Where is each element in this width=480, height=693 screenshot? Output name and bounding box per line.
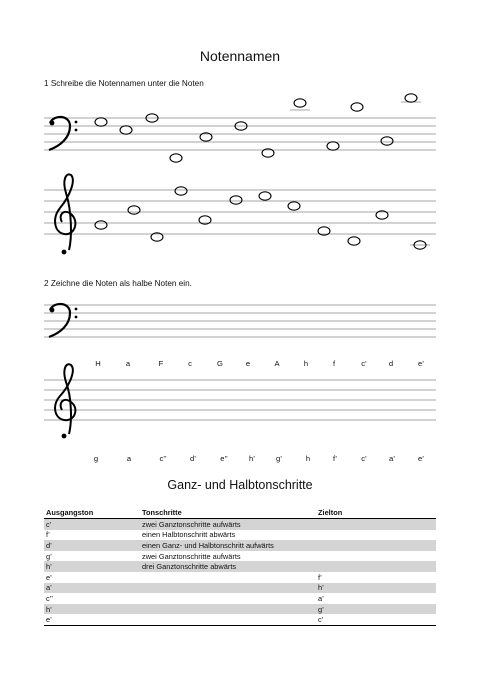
- whole-note: [128, 206, 140, 214]
- table-cell: a’: [318, 593, 324, 603]
- note-label: d: [388, 359, 394, 368]
- table-row: [44, 604, 436, 615]
- note-label: a: [125, 359, 131, 368]
- staff-3-bass: [44, 304, 436, 337]
- table-cell: [140, 614, 316, 625]
- staff-2-treble: [44, 174, 436, 254]
- table-row: [44, 561, 436, 572]
- staff-1-bass: [44, 94, 436, 162]
- table-cell: e’: [44, 614, 140, 625]
- table-cell: [316, 561, 436, 572]
- table-row: [44, 540, 436, 551]
- table-cell: c’’: [46, 593, 53, 603]
- note-label: e’: [418, 454, 424, 463]
- note-label: g’: [276, 454, 282, 463]
- table-cell: f’: [46, 530, 50, 540]
- note-label: d’: [190, 454, 196, 463]
- table-cell: [316, 551, 436, 562]
- page-title: Notennamen: [199, 48, 281, 64]
- table-cell: [140, 604, 316, 615]
- table-cell: a’: [44, 583, 140, 594]
- whole-note: [405, 94, 417, 102]
- whole-note: [259, 192, 271, 200]
- note-label: a: [126, 454, 132, 463]
- note-label: a’: [389, 454, 395, 463]
- table-cell: d’: [44, 540, 140, 551]
- table-cell: e’: [46, 572, 52, 582]
- table-cell: zwei Ganztonschritte aufwärts: [140, 519, 316, 530]
- treble-clef-icon: [55, 174, 75, 254]
- column-header: Zielton: [316, 506, 436, 519]
- note-label: A: [274, 359, 280, 368]
- table-cell: f’: [318, 572, 322, 582]
- whole-note: [381, 137, 393, 145]
- task-2-instruction: 2 Zeichne die Noten als halbe Noten ein.: [44, 279, 192, 288]
- whole-note: [175, 187, 187, 195]
- note-label: g: [93, 454, 99, 463]
- table-row: [44, 583, 436, 594]
- note-label: e: [245, 359, 251, 368]
- table-cell: zwei Ganztonschritte aufwärts: [142, 551, 241, 561]
- whole-note: [95, 118, 107, 126]
- note-label: h: [303, 359, 309, 368]
- table-cell: einen Halbtonschritt abwärts: [142, 530, 236, 540]
- table-cell: [316, 530, 436, 541]
- table-cell: [316, 540, 436, 551]
- whole-note: [95, 221, 107, 229]
- note-label: c’: [361, 454, 367, 463]
- bass-clef-icon: [49, 117, 77, 150]
- table-cell: [316, 519, 436, 530]
- table-cell: g’: [316, 604, 436, 615]
- whole-note: [327, 142, 339, 150]
- table-row: [44, 593, 436, 604]
- note-label: f’: [333, 454, 337, 463]
- note-label: h: [305, 454, 311, 463]
- whole-note: [170, 154, 182, 162]
- table-cell: c’: [44, 519, 140, 530]
- note-label: c’’: [159, 454, 167, 463]
- whole-note: [120, 126, 132, 134]
- note-label: h’: [249, 454, 255, 463]
- table-cell: h’: [316, 583, 436, 594]
- note-label: e’’: [220, 454, 228, 463]
- table-cell: [140, 572, 316, 583]
- whole-note: [230, 196, 242, 204]
- table-cell: einen Ganz- und Halbtonschritt aufwärts: [140, 540, 316, 551]
- whole-note: [294, 99, 306, 107]
- note-label: c: [188, 359, 192, 368]
- section-title: Ganz- und Halbtonschritte: [167, 478, 313, 492]
- table-row: [44, 572, 436, 583]
- column-header: Tonschritte: [140, 506, 316, 519]
- table-row: [44, 519, 436, 530]
- table-cell: [140, 593, 316, 604]
- whole-note: [348, 237, 360, 245]
- task-1-instruction: 1 Schreibe die Notennamen unter die Noten: [44, 79, 204, 88]
- table-cell: c’: [316, 614, 436, 625]
- note-label: f: [332, 359, 336, 368]
- table-cell: h’: [44, 561, 140, 572]
- table-cell: drei Ganztonschritte abwärts: [140, 561, 316, 572]
- note-label: F: [158, 359, 164, 368]
- staff-4-treble: [44, 364, 436, 438]
- note-label: c’: [361, 359, 367, 368]
- whole-note: [351, 103, 363, 111]
- whole-note: [288, 202, 300, 210]
- table-cell: g’: [46, 551, 52, 561]
- table-cell: h’: [44, 604, 140, 615]
- table-row: [44, 614, 436, 625]
- table-header-row: [44, 506, 436, 519]
- table-row: [44, 530, 436, 541]
- column-header: Ausgangston: [44, 506, 140, 519]
- note-label: G: [217, 359, 223, 368]
- note-label: H: [95, 359, 101, 368]
- note-label: e’: [418, 359, 424, 368]
- table-cell: [140, 583, 316, 594]
- treble-clef-icon: [55, 364, 75, 438]
- bass-clef-icon: [49, 304, 77, 337]
- table-row: [44, 551, 436, 562]
- interval-table: [44, 506, 436, 626]
